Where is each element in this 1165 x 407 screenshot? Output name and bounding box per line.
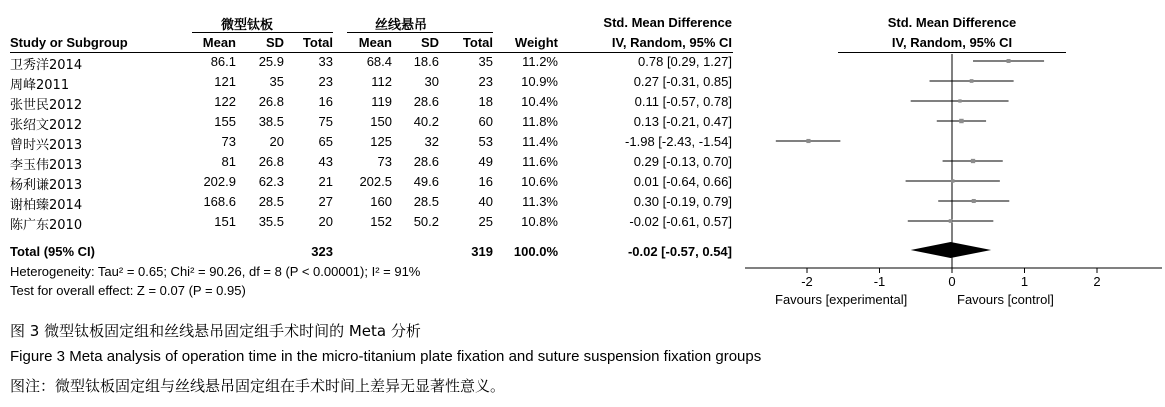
total2: 18: [478, 94, 493, 109]
weight: 10.6%: [521, 174, 558, 189]
weight: 10.9%: [521, 74, 558, 89]
pooled-diamond: [911, 242, 991, 258]
sd2: 28.5: [413, 194, 439, 209]
weight: 11.3%: [522, 194, 558, 209]
weight: 10.8%: [521, 214, 558, 229]
study-marker: [958, 99, 961, 102]
col-mean1: Mean: [202, 35, 236, 50]
mean2: 73: [377, 154, 392, 169]
sd1: 26.8: [258, 94, 284, 109]
ci: -0.02 [-0.61, 0.57]: [629, 214, 732, 229]
col-mean2: Mean: [358, 35, 392, 50]
sd1: 35: [269, 74, 284, 89]
plot-ci-header: IV, Random, 95% CI: [891, 35, 1013, 50]
total1: 23: [318, 74, 333, 89]
plot-smd-header: Std. Mean Difference: [887, 15, 1017, 30]
ci: 0.13 [-0.21, 0.47]: [633, 114, 732, 129]
sd2: 50.2: [413, 214, 439, 229]
ci: 0.27 [-0.31, 0.85]: [633, 74, 732, 89]
mean1: 155: [214, 114, 236, 129]
sd2: 28.6: [413, 154, 439, 169]
study-name: 卫秀洋2014: [10, 58, 83, 73]
mean1: 151: [214, 214, 236, 229]
sd1: 38.5: [258, 114, 284, 129]
total2: 319: [471, 244, 493, 259]
total1: 20: [318, 214, 333, 229]
total1: 323: [311, 244, 333, 259]
total2: 35: [478, 54, 493, 69]
study-marker: [970, 79, 974, 83]
sd1: 62.3: [258, 174, 284, 189]
sd1: 26.8: [258, 154, 284, 169]
caption-note: 图注：微型钛板固定组与丝线悬吊固定组在手术时间上差异无显著性意义。: [10, 377, 506, 395]
total1: 43: [318, 154, 333, 169]
favours-control: Favours [control]: [957, 292, 1054, 307]
study-marker: [959, 119, 963, 123]
study-name: 周峰2011: [10, 78, 70, 93]
total2: 16: [478, 174, 493, 189]
study-name: 张绍文2012: [10, 118, 83, 133]
col-ci: IV, Random, 95% CI: [611, 35, 732, 50]
study-marker: [1007, 59, 1011, 63]
sd2: 49.6: [413, 174, 439, 189]
sd2: 32: [424, 134, 439, 149]
mean2: 112: [371, 74, 392, 89]
mean1: 81: [221, 154, 236, 169]
mean1: 122: [214, 94, 236, 109]
total1: 75: [318, 114, 333, 129]
col-weight: Weight: [514, 35, 558, 50]
heterogeneity: Heterogeneity: Tau² = 0.65; Chi² = 90.26, df = 8 (P < 0.00001); I² = 91%: [10, 264, 421, 279]
sd2: 40.2: [413, 114, 439, 129]
caption-cn: 图 3 微型钛板固定组和丝线悬吊固定组手术时间的 Meta 分析: [10, 322, 421, 340]
ci: 0.29 [-0.13, 0.70]: [633, 154, 732, 169]
sd2: 30: [424, 74, 439, 89]
study-name: 曾时兴2013: [10, 138, 83, 153]
col-study: Study or Subgroup: [10, 35, 128, 50]
total1: 27: [318, 194, 333, 209]
mean2: 150: [370, 114, 392, 129]
caption-en: Figure 3 Meta analysis of operation time in the micro-titanium plate fixation and suture suspension fixation groups: [10, 348, 762, 365]
total1: 33: [318, 54, 333, 69]
mean1: 86.1: [210, 54, 236, 69]
total2: 23: [478, 74, 493, 89]
ci: 0.30 [-0.19, 0.79]: [633, 194, 732, 209]
col-total2: Total: [462, 35, 493, 50]
weight: 11.4%: [522, 134, 558, 149]
mean2: 160: [370, 194, 392, 209]
total-weight: 100.0%: [513, 244, 558, 259]
mean1: 202.9: [203, 174, 236, 189]
mean1: 168.6: [203, 194, 236, 209]
group1-header: 微型钛板: [221, 18, 274, 33]
study-marker: [972, 199, 976, 203]
study-marker: [806, 139, 810, 143]
sd1: 28.5: [258, 194, 284, 209]
total2: 25: [478, 214, 493, 229]
mean2: 119: [371, 94, 392, 109]
sd1: 20: [269, 134, 284, 149]
x-tick-label: 1: [1020, 274, 1029, 289]
study-name: 李玉伟2013: [10, 158, 83, 173]
mean1: 73: [221, 134, 236, 149]
mean2: 152: [370, 214, 392, 229]
study-name: 张世民2012: [10, 98, 83, 113]
mean2: 202.5: [359, 174, 392, 189]
ci: 0.01 [-0.64, 0.66]: [633, 174, 732, 189]
mean1: 121: [214, 74, 236, 89]
total-ci: -0.02 [-0.57, 0.54]: [627, 244, 732, 259]
total1: 21: [318, 174, 333, 189]
smd-header: Std. Mean Difference: [603, 15, 732, 30]
study-marker: [949, 219, 953, 223]
weight: 10.4%: [521, 94, 558, 109]
favours-experimental: Favours [experimental]: [775, 292, 908, 307]
ci: -1.98 [-2.43, -1.54]: [625, 134, 732, 149]
study-name: 杨利谦2013: [10, 178, 83, 193]
total1: 65: [318, 134, 333, 149]
ci: 0.11 [-0.57, 0.78]: [634, 94, 732, 109]
study-marker: [971, 159, 975, 163]
total2: 53: [478, 134, 493, 149]
col-total1: Total: [302, 35, 333, 50]
group2-header: 丝线悬吊: [375, 18, 428, 33]
x-tick-label: 0: [948, 274, 956, 289]
overall-effect: Test for overall effect: Z = 0.07 (P = 0.95): [10, 283, 246, 298]
sd2: 18.6: [413, 54, 439, 69]
total-label: Total (95% CI): [10, 244, 95, 259]
study-marker: [951, 179, 954, 182]
col-sd2: SD: [420, 35, 439, 50]
x-tick-label: -1: [873, 274, 886, 289]
weight: 11.8%: [522, 114, 558, 129]
study-name: 陈广东2010: [10, 218, 83, 233]
total1: 16: [318, 94, 333, 109]
mean2: 68.4: [366, 54, 392, 69]
col-sd1: SD: [265, 35, 284, 50]
sd1: 35.5: [258, 214, 284, 229]
total2: 60: [478, 114, 493, 129]
weight: 11.2%: [522, 54, 558, 69]
total2: 49: [478, 154, 493, 169]
total2: 40: [478, 194, 493, 209]
sd2: 28.6: [413, 94, 439, 109]
sd1: 25.9: [258, 54, 284, 69]
x-tick-label: -2: [801, 274, 813, 289]
study-name: 谢柏臻2014: [10, 198, 83, 213]
ci: 0.78 [0.29, 1.27]: [638, 54, 732, 69]
x-tick-label: 2: [1093, 274, 1101, 289]
mean2: 125: [370, 134, 392, 149]
weight: 11.6%: [522, 154, 558, 169]
